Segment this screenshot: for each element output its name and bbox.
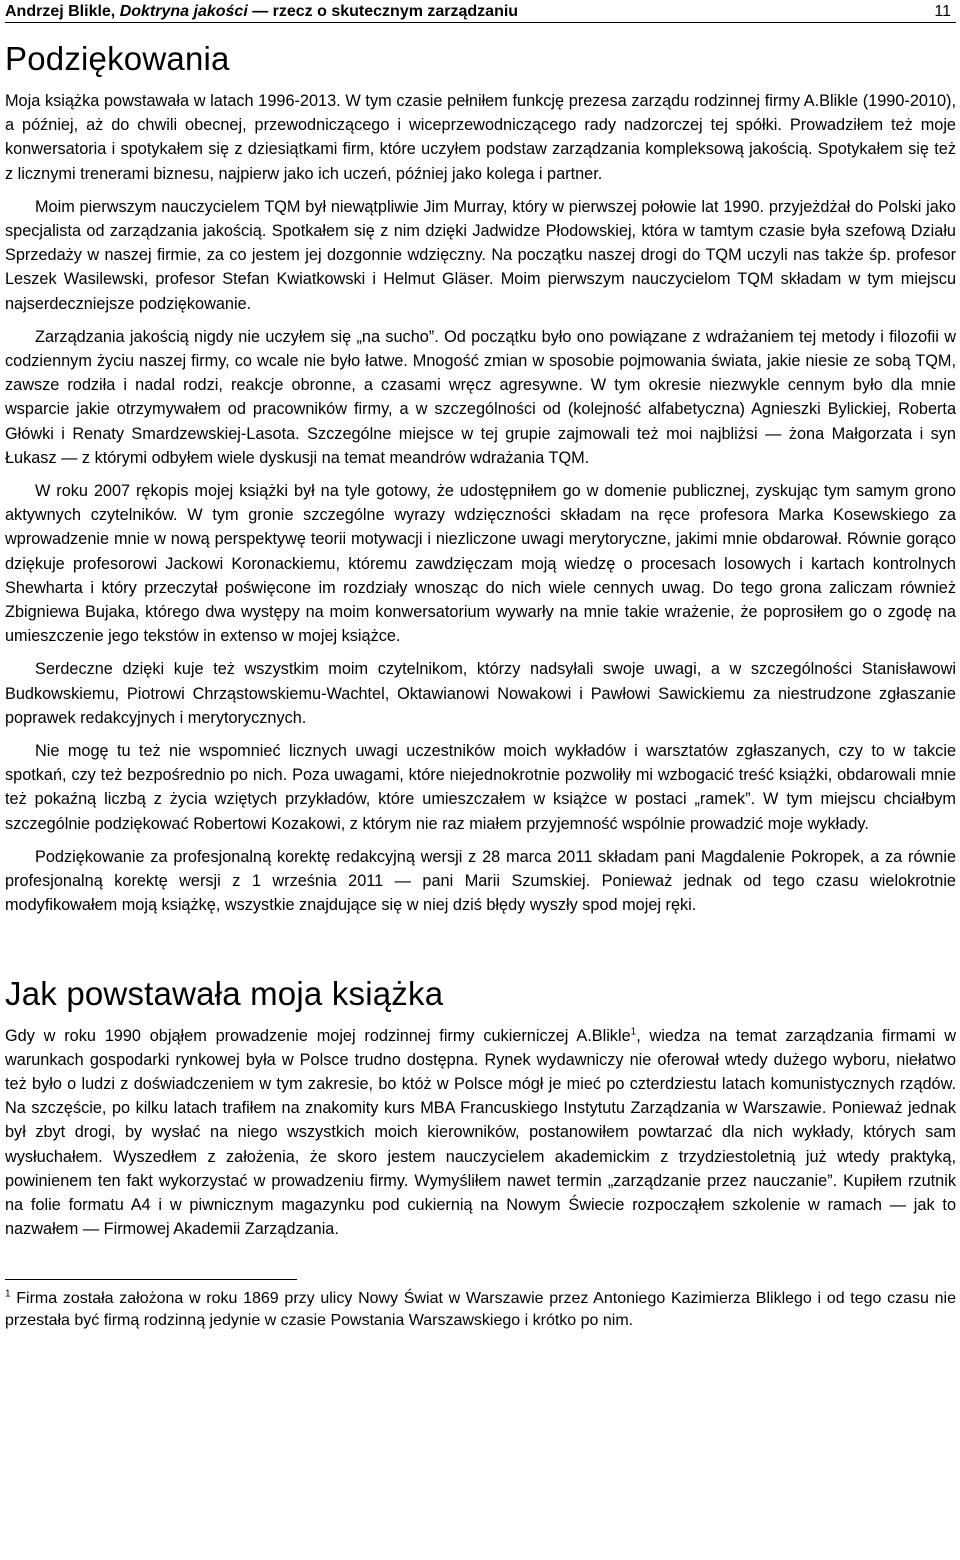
paragraph-text: , wiedza na temat zarządzania firmami w warunkach gospodarki rynkowej była w Polsce trudno dostępna. Rynek wydawniczy nie oferował wtedy dużego wyboru, niełatwo też było o ludzi z doświadczeniem w tym zakresie, bo któż w Polsce mógł je mieć po czterdziestu latach komunistycznych rządów. Na szczęście, po kilku latach trafiłem na znakomity kurs MBA Francuskiego Instytutu Zarządzania w Warszawie. Ponieważ jednak był zbyt drogi, by wysłać na niego wszystkich moich kierowników, postanowiłem powtarzać dla nich wykłady, których sam wysłuchałem. Wyszedłem z założenia, że skoro jestem nauczycielem akademickim z trzydziestoletnią już wtedy praktyką, powinienem ten fakt wykorzystać w prowadzeniu firmy. Wymyśliłem nawet termin „zarządzanie przez nauczanie”. Kupiłem rzutnik na folie formatu A4 i w piwnicznym magazynku pod cukiernią na Nowym Świecie rozpocząłem szkolenie w ramach — jak to nazwałem — Firmowej Akademii Zarządzania.: [5, 1026, 956, 1239]
running-title: [5, 2, 518, 22]
footnote-separator: [5, 1279, 297, 1280]
document-page: [5, 0, 956, 1332]
footnote-number: 1: [5, 1289, 11, 1300]
paragraph: Serdeczne dzięki kuje też wszystkim moim czytelnikom, którzy nadsyłali swoje uwagi, a w szczególności Stanisławowi Budkowskiemu, Piotrowi Chrząstowskiemu-Wachtel, Oktawianowi Nowakowi i Pawłowi Sawickiemu za niestrudzone zgłaszanie poprawek redakcyjnych i merytorycznych.: [5, 660, 956, 727]
running-title-book: Doktryna jakości: [119, 3, 248, 20]
paragraph: Nie mogę tu też nie wspomnieć licznych uwagi uczestników moich wykładów i warsztatów zgłaszanych, czy to w takcie spotkań, czy też bezpośrednio po nich. Poza uwagami, które niejednokrotnie pozwoliły mi wzbogacić treść książki, obdarowali mnie też pokaźną liczbą z życia wziętych przykładów, które umieszczałem w książce w postaci „ramek”. W tym miejscu chciałbym szczególnie podziękować Robertowi Kozakowi, z którym nie raz miałem przyjemność wspólnie prowadzić moje wykłady.: [5, 742, 956, 833]
paragraph: Zarządzania jakością nigdy nie uczyłem się „na sucho”. Od początku było ono powiązane z wdrażaniem tej metody i filozofii w codziennym życiu naszej firmy, co wcale nie było łatwe. Mnogość zmian w sposobie pojmowania świata, jakie niesie ze sobą TQM, zawsze rodziła i nadal rodzi, reakcje obronne, a czasami wręcz agresywne. W tym okresie niezwykle cennym było dla mnie wsparcie jakie otrzymywałem od pracowników firmy, a w szczególności od (kolejność alfabetyczna) Agnieszki Bylickiej, Roberta Główki i Renaty Smardzewskiej-Lasota. Szczególne miejsce w tej grupie zajmowali też moi najbliżsi — żona Małgorzata i syn Łukasz — z którymi odbyłem wiele dyskusji na temat meandrów wdrażania TQM.: [5, 327, 956, 467]
paragraph: [5, 1024, 956, 1242]
footnote-reference[interactable]: 1: [630, 1026, 637, 1038]
paragraph: Moja książka powstawała w latach 1996-2013. W tym czasie pełniłem funkcję prezesa zarządu rodzinnej firmy A.Blikle (1990-2010), a później, aż do chwili obecnej, przewodniczącego i wiceprzewodniczącego rady nadzorczej tej spółki. Prowadziłem też moje konwersatoria i spotykałem się z dziesiątkami firm, które uczyłem podstaw zarządzania kompleksową jakością. Spotykałem się też z licznymi trenerami biznesu, najpierw jako ich uczeń, później jako kolega i partner.: [5, 92, 956, 183]
running-title-author: Andrzej Blikle,: [5, 3, 116, 20]
running-header: [5, 0, 956, 23]
section-title-podziekowania: Podziękowania: [5, 40, 230, 77]
page-number: 11: [934, 3, 951, 20]
section-title-jak-powstawala: Jak powstawała moja książka: [5, 974, 444, 1012]
footnote-text: Firma została założona w roku 1869 przy ulicy Nowy Świat w Warszawie przez Antoniego Kazimierza Bliklego i od tego czasu nie przestała być firmą rodzinną jedynie w czasie Powstania Warszawskiego i krótko po nim.: [5, 1290, 956, 1330]
paragraph: Podziękowanie za profesjonalną korektę redakcyjną wersji z 28 marca 2011 składam pani Magdalenie Pokropek, a za równie profesjonalną korektę wersji z 1 września 2011 — pani Marii Szumskiej. Ponieważ jednak od tego czasu wielokrotnie modyfikowałem moją książkę, wszystkie znajdujące się w niej dziś błędy wyszły spod mojej ręki.: [5, 847, 956, 915]
paragraph-text: Gdy w roku 1990 objąłem prowadzenie mojej rodzinnej firmy cukierniczej A.Blikle: [5, 1026, 631, 1045]
footnote: [5, 1288, 956, 1332]
paragraph: Moim pierwszym nauczycielem TQM był niewątpliwie Jim Murray, który w pierwszej połowie lat 1990. przyjeżdżał do Polski jako specjalista od zarządzania jakością. Spotkałem się z nim dzięki Jadwidze Płodowskiej, która w tamtym czasie była szefową Działu Sprzedaży w naszej firmie, za co jestem jej dozgonnie wdzięczny. Na początku naszej drogi do TQM uczyli nas także śp. profesor Leszek Wasilewski, profesor Stefan Kwiatkowski i Helmut Gläser. Moim pierwszym nauczycielom TQM składam w tym miejscu najserdeczniejsze podziękowanie.: [5, 197, 956, 313]
paragraph: W roku 2007 rękopis mojej książki był na tyle gotowy, że udostępniłem go w domenie publicznej, zyskując tym samym grono aktywnych czytelników. W tym gronie szczególne wyrazy wdzięczności składam na ręce profesora Marka Kosewskiego za wprowadzenie mnie w nową perspektywę teorii motywacji i niezliczone uwagi merytoryczne, jakimi mnie obdarował. Równie gorąco dziękuje profesorowi Jackowi Koronackiemu, któremu zawdzięczam moją wiedzę o procesach losowych i kartach kontrolnych Shewharta i który przeczytał poświęcone im rozdziały wnosząc do nich wiele cennych uwag. Do tego grona zaliczam również Zbigniewa Bujaka, którego dwa występy na moim konwersatorium wywarły na mnie takie wrażenie, że poprosiłem go o zgodę na umieszczenie jego tekstów in extenso w mojej książce.: [5, 482, 956, 646]
running-title-rest: — rzecz o skutecznym zarządzaniu: [247, 3, 519, 20]
